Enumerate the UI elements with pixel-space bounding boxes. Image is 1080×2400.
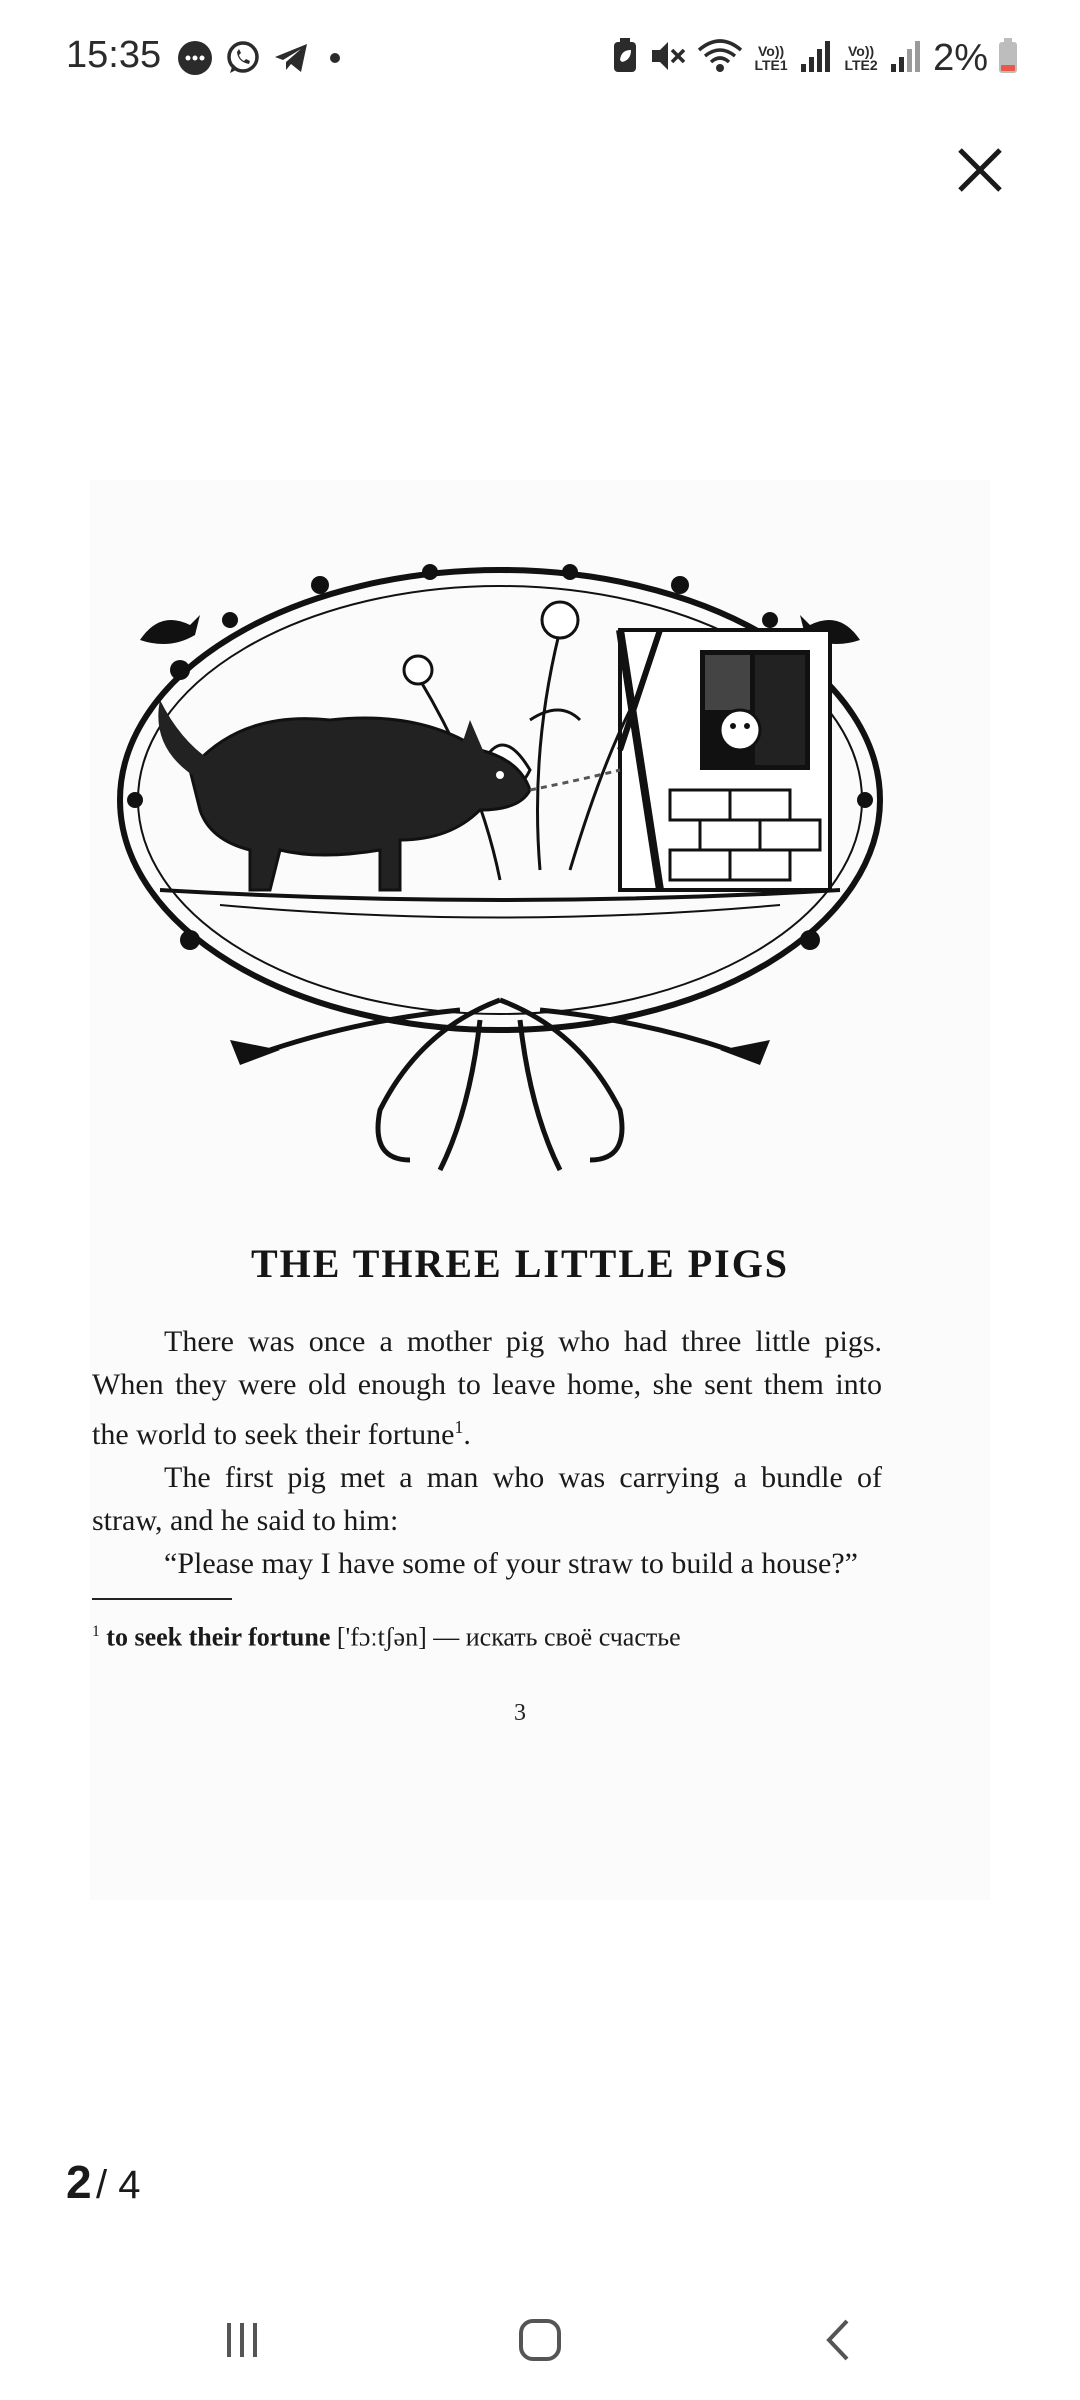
dot-icon bbox=[320, 39, 350, 82]
current-page: 2 bbox=[66, 2156, 92, 2208]
book-page-number: 3 bbox=[514, 1700, 526, 1726]
back-button[interactable] bbox=[790, 2300, 890, 2380]
paragraph-1-text: There was once a mother pig who had three little pigs. When they were old enough to leave home, she sent them into the world to seek their fortune bbox=[92, 1325, 882, 1451]
footnote-translation: ['fɔːtʃən] — искать своё счастье bbox=[330, 1622, 681, 1652]
back-icon bbox=[815, 2315, 865, 2365]
paragraph-1-end: . bbox=[463, 1418, 471, 1451]
wifi-icon bbox=[697, 37, 743, 80]
footnote bbox=[92, 1610, 882, 1660]
signal-icon-2 bbox=[889, 38, 923, 79]
footnote-term: to seek their fortune bbox=[106, 1622, 331, 1652]
telegram-icon bbox=[272, 39, 310, 82]
page-counter bbox=[66, 2155, 141, 2209]
home-icon bbox=[515, 2315, 565, 2365]
total-pages: / 4 bbox=[96, 2163, 141, 2207]
navigation-bar bbox=[0, 2280, 1080, 2400]
recent-apps-icon bbox=[217, 2315, 267, 2365]
notification-icons bbox=[176, 40, 350, 80]
close-button[interactable] bbox=[940, 130, 1020, 210]
footnote-number: 1 bbox=[92, 1623, 100, 1640]
battery-icon bbox=[998, 38, 1018, 79]
whatsapp-icon bbox=[224, 39, 262, 82]
status-bar bbox=[0, 0, 1080, 120]
home-button[interactable] bbox=[490, 2300, 590, 2380]
status-time: 15:35 bbox=[66, 34, 162, 76]
paragraph-2: The first pig met a man who was carrying a bundle of straw, and he said to him: bbox=[92, 1461, 882, 1537]
mute-icon bbox=[649, 38, 687, 79]
sim1-label: Vo)) LTE1 bbox=[754, 43, 788, 73]
battery-percent: 2% bbox=[933, 36, 988, 79]
story-text bbox=[92, 1320, 882, 1585]
sim2-label: Vo)) LTE2 bbox=[844, 43, 878, 73]
wolf-and-pigs-illustration bbox=[100, 550, 900, 1190]
footnote-divider bbox=[92, 1598, 232, 1600]
close-icon bbox=[940, 130, 1020, 210]
system-icons bbox=[611, 36, 1018, 80]
recent-apps-button[interactable] bbox=[192, 2300, 292, 2380]
signal-icon bbox=[799, 38, 833, 79]
paragraph-3: “Please may I have some of your straw to build a house?” bbox=[164, 1547, 858, 1580]
messenger-icon bbox=[176, 39, 214, 82]
battery-saver-icon bbox=[611, 38, 639, 79]
page-image-view[interactable] bbox=[60, 460, 1020, 1920]
footnote-ref: 1 bbox=[454, 1417, 464, 1437]
paragraph-1 bbox=[92, 1320, 882, 1456]
story-title: THE THREE LITTLE PIGS bbox=[250, 1241, 790, 1286]
